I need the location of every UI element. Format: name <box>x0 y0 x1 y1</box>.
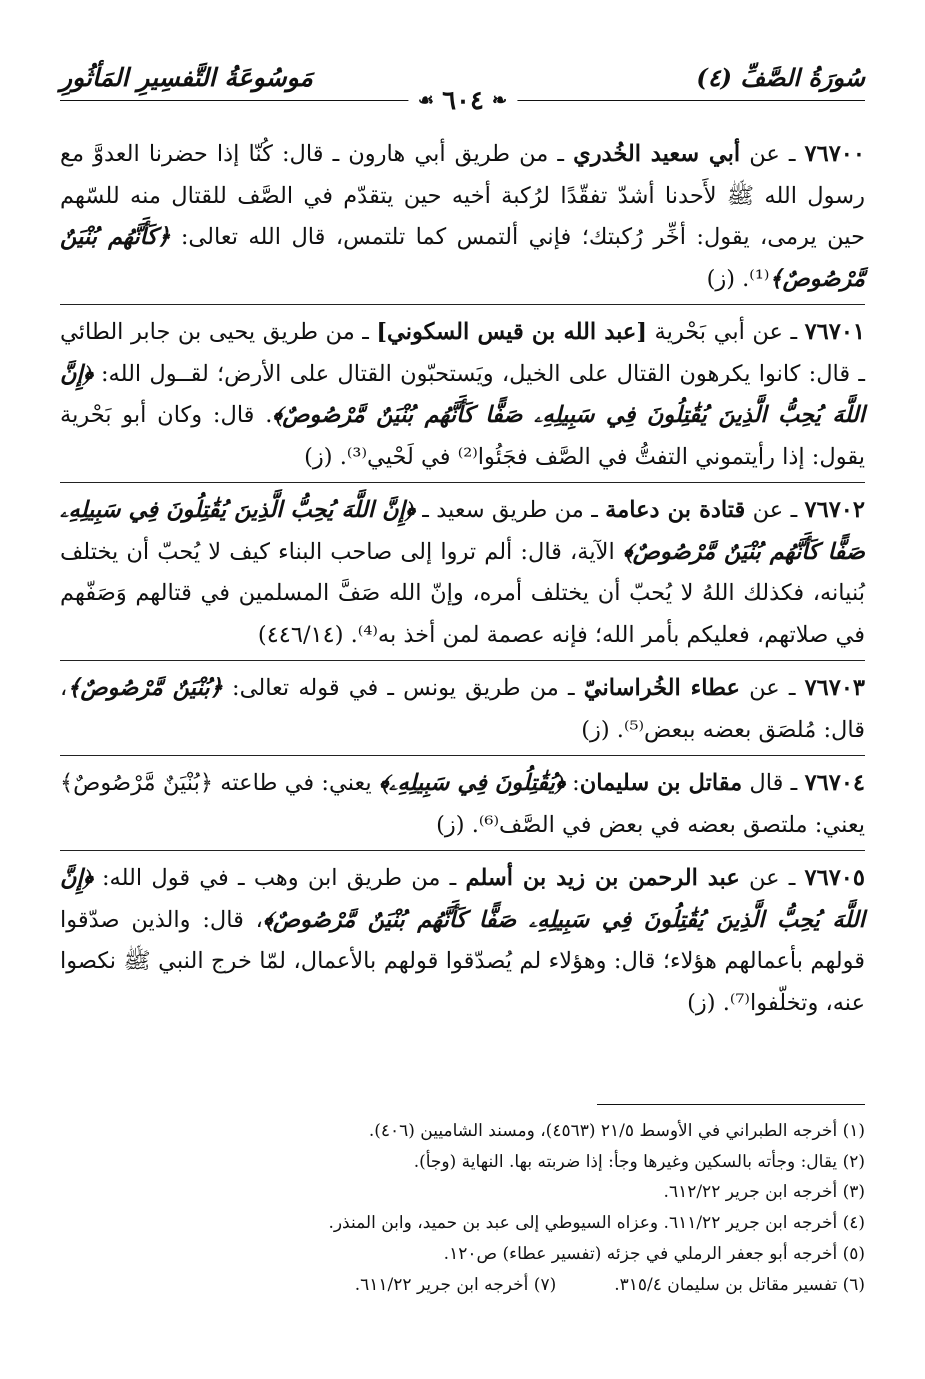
footnote-1: (١) أخرجه الطبراني في الأوسط ٢١/٥ (٤٥٦٣)، ومسند الشاميين (٤٠٦). <box>368 1121 865 1141</box>
entry-lead: ـ عن <box>745 497 805 523</box>
entry-number: ٧٦٧٠١ <box>804 319 866 345</box>
ornament-icon: ❧ <box>491 90 508 111</box>
page-number <box>408 86 517 116</box>
entry-tail: . قال: وكان أبو بَحْرية يقول: إذا رأيتموني التفتُّ في الصَّف فجَئُوا⁽²⁾ في لَحْيي⁽³⁾. (ز) <box>60 402 865 470</box>
quran-verse: ﴿إِنَّ اللَّهَ يُحِبُّ الَّذِينَ يُقَٰتِلُونَ فِي سَبِيلِهِۦ صَفًّا كَأَنَّهُم بُنْيَنٌ مَّرْصُوصٌ﴾ <box>60 360 866 428</box>
entry-separator <box>60 660 865 661</box>
entry-76701 <box>60 312 865 478</box>
quran-verse: ﴿إِنَّ اللَّهَ يُحِبُّ الَّذِينَ يُقَٰتِلُونَ فِي سَبِيلِهِۦ صَفًّا كَأَنَّهُم بُنْيَنٌ مَّرْصُوصٌ﴾ <box>60 497 866 565</box>
footnote-3: (٣) أخرجه ابن جرير ٦١٢/٢٢. <box>663 1182 865 1203</box>
entry-text: ـ من طريق يحيى بن جابر الطائي ـ قال: كانوا يكرهون القتال على الخيل، ويَستحبّون القتال على الأرض؛ لقــول الله: <box>60 319 865 387</box>
entry-number: ٧٦٧٠٤ <box>804 770 865 796</box>
entry-separator <box>60 755 865 756</box>
entry-number: ٧٦٧٠٥ <box>804 865 865 891</box>
footnote-5: (٥) أخرجه أبو جعفر الرملي في جزئه (تفسير عطاء) ص١٢٠. <box>443 1243 865 1264</box>
entry-number: ٧٦٧٠٢ <box>804 497 865 523</box>
entry-number: ٧٦٧٠٣ <box>804 675 866 701</box>
entry-text: ـ من طريق يونس ـ في قوله تعالى: <box>222 675 584 701</box>
footnote-4: (٤) أخرجه ابن جرير ٦١١/٢٢. وعزاه السيوطي إلى عبد بن حميد، وابن المنذر. <box>328 1213 865 1234</box>
entry-lead: ـ عن <box>739 865 805 891</box>
entry-76704 <box>60 763 865 846</box>
entry-tail: الآية، قال: ألم تروا إلى صاحب البناء كيف لا يُحبّ أن يختلف بُنيانه، فكذلك اللهُ لا يُحبّ أن يختلف أمره، وإنّ الله صَفَّ المسلمين في قتالهم وَصَفّهم في صلاتهم، فعليكم بأمر الله؛ فإنه عصمة لمن أخذ به⁽⁴⁾. (٤٤٦/١٤) <box>60 538 865 648</box>
main-text <box>60 134 865 1028</box>
entry-tail: ، قال: والذين صدّقوا قولهم بأعمالهم هؤلاء؛ قال: وهؤلاء لم يُصدّقوا قولهم بالأعمال، لمّا خرج النبي ﷺ نكصوا عنه، وتخلّفوا⁽⁷⁾. (ز) <box>60 906 865 1016</box>
book-title: مَوسُوعَةُ التَّفسِيرِ المَأثُورِ <box>60 63 313 92</box>
entry-76705 <box>60 858 865 1024</box>
entry-separator <box>60 850 865 851</box>
entry-text: ـ من طريق ابن وهب ـ في قول الله: <box>92 865 466 891</box>
narrator-name: أبي سعيد الخُدري <box>573 141 741 167</box>
quran-verse: ﴿يُقَٰتِلُونَ فِي سَبِيلِهِۦ﴾ <box>378 770 565 796</box>
narrator-name: مقاتل بن سليمان <box>579 770 743 796</box>
footnote-6: (٦) تفسير مقاتل بن سليمان ٣١٥/٤. <box>614 1274 865 1295</box>
footnote-2: (٢) يقال: وجأته بالسكين وغيرها وجأ: إذا ضربته بها. النهاية (وجأ). <box>413 1151 865 1172</box>
entry-tail: ⁽¹⁾. (ز) <box>706 265 770 292</box>
entry-text: ـ من طريق سعيد ـ <box>414 497 606 523</box>
narrator-name: عطاء الخُراسانيّ <box>583 675 740 701</box>
entry-separator <box>60 304 865 305</box>
page-number-text: ٦٠٤ <box>442 86 484 116</box>
entry-76702 <box>60 490 865 656</box>
footnote-rule <box>597 1104 865 1105</box>
ornament-icon: ☙ <box>417 90 435 111</box>
entry-lead: ـ عن <box>739 675 805 701</box>
entry-lead: ـ عن أبي بَحْرية <box>647 319 805 345</box>
quran-verse: ﴿إِنَّ اللَّهَ يُحِبُّ الَّذِينَ يُقَٰتِلُونَ فِي سَبِيلِهِۦ صَفًّا كَأَنَّهُم بُنْيَنٌ مَّرْصُوصٌ﴾ <box>60 865 865 933</box>
entry-lead: ـ قال <box>742 770 805 796</box>
narrator-name: عبد الرحمن بن زيد بن أسلم <box>465 865 740 891</box>
footnote-pair <box>60 1270 865 1301</box>
entry-text: : <box>564 770 580 796</box>
entry-text: ـ من طريق أبي هارون ـ قال: كُنّا إذا حضرنا العدوَّ مع رسول الله ﷺ لأَحدنا أشدّ تفقّدًا لرُكبة أخيه حين يتقدّم في الصَّف للقتال منه للسّهم حين يرمى، يقول: أخِّر رُكبتك؛ فإني ألتمس كما تلتمس، قال الله تعالى: <box>60 141 865 250</box>
entry-76700 <box>60 134 865 300</box>
narrator-name: [عبد الله بن قيس السكوني] <box>376 319 648 345</box>
entry-lead: ـ عن <box>740 141 805 167</box>
sura-title: سُورَةُ الصَّفِّ (٤) <box>696 63 865 92</box>
entry-tail: يعني: في طاعته ﴿بُنْيَنٌ مَّرْصُوصٌ﴾ يعني: ملتصق بعضه في بعض في الصَّف⁽⁶⁾. (ز) <box>60 770 865 838</box>
narrator-name: قتادة بن دعامة <box>605 497 746 523</box>
entry-separator <box>60 482 865 483</box>
quran-verse: ﴿كَأَنَّهُم بُنْيَنٌ مَّرْصُوصٌ﴾ <box>60 224 865 292</box>
quran-verse: ﴿بُنْيَنٌ مَّرْصُوصٌ﴾ <box>67 675 223 701</box>
entry-number: ٧٦٧٠٠ <box>804 141 865 167</box>
entry-76703 <box>60 668 865 751</box>
entry-tail: ، قال: مُلصَق بعضه ببعض⁽⁵⁾. (ز) <box>60 675 865 743</box>
footnote-7: (٧) أخرجه ابن جرير ٦١١/٢٢. <box>354 1274 557 1295</box>
footnotes <box>60 1116 865 1300</box>
